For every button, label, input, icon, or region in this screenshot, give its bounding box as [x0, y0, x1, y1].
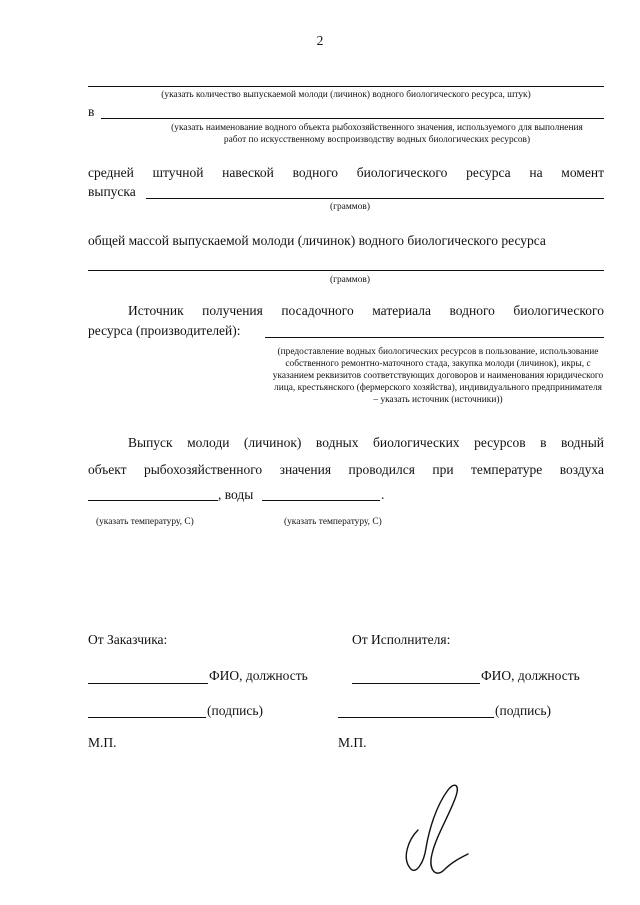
period: .	[381, 487, 385, 502]
customer-fio-field-line[interactable]	[88, 683, 208, 684]
air-temp-field-line[interactable]	[88, 500, 218, 501]
page-number: 2	[316, 33, 324, 48]
total-mass-field-line[interactable]	[88, 270, 604, 271]
prefix-v: в	[88, 104, 95, 119]
customer-signature-label: (подпись)	[207, 703, 264, 718]
contractor-signature-field-line[interactable]	[338, 717, 494, 718]
customer-signature-field-line[interactable]	[88, 717, 206, 718]
quantity-field-line[interactable]	[88, 86, 604, 87]
handwritten-signature	[396, 778, 476, 882]
source-text-line-2: ресурса (производителей):	[88, 323, 241, 338]
contractor-label: От Исполнителя:	[352, 632, 451, 647]
contractor-fio-field-line[interactable]	[352, 683, 480, 684]
contractor-fio-label: ФИО, должность	[481, 668, 580, 683]
water-temp-field-line[interactable]	[262, 500, 380, 501]
hint-grams-1: (граммов)	[330, 202, 370, 212]
weight-text-line-2: выпуска	[88, 184, 136, 199]
source-text-line-1: Источник получения посадочного материала водного биологического	[128, 303, 604, 318]
water-label: , воды	[218, 487, 254, 502]
hint-temp-water: (указать температуру, С)	[284, 517, 382, 527]
customer-stamp: М.П.	[88, 735, 117, 750]
weight-text-line-1: средней штучной навеской водного биологического ресурса на момент	[88, 165, 604, 180]
hint-grams-2: (граммов)	[330, 275, 370, 285]
customer-label: От Заказчика:	[88, 632, 168, 647]
weight-field-line[interactable]	[146, 198, 604, 199]
total-mass-text: общей массой выпускаемой молоди (личинок) водного биологического ресурса	[88, 233, 546, 248]
hint-quantity: (указать количество выпускаемой молоди (личинок) водного биологического ресурса, штук)	[161, 90, 531, 100]
customer-fio-label: ФИО, должность	[209, 668, 308, 683]
hint-water-object: (указать наименование водного объекта рыбохозяйственного значения, используемого для выполнения работ по искусственному воспроизводству водных биологических ресурсов)	[171, 123, 583, 145]
hint-source: (предоставление водных биологических ресурсов в пользование, использование собственного ремонтно-маточного стада, закупка молоди (личинок), икры, с указанием реквизитов соответствующих договоров и наименования юридического лица, крестьянского (фермерского хозяйства), индивидуального предпринимателя – указать источник (источники))	[272, 347, 604, 405]
hint-temp-air: (указать температуру, С)	[96, 517, 194, 527]
source-field-line[interactable]	[265, 337, 604, 338]
contractor-stamp: М.П.	[338, 735, 367, 750]
water-object-field-line[interactable]	[101, 118, 604, 119]
release-text-line-1: Выпуск молоди (личинок) водных биологических ресурсов в водный	[128, 435, 604, 450]
release-text-line-2: объект рыбохозяйственного значения проводился при температуре воздуха	[88, 462, 604, 477]
contractor-signature-label: (подпись)	[495, 703, 552, 718]
